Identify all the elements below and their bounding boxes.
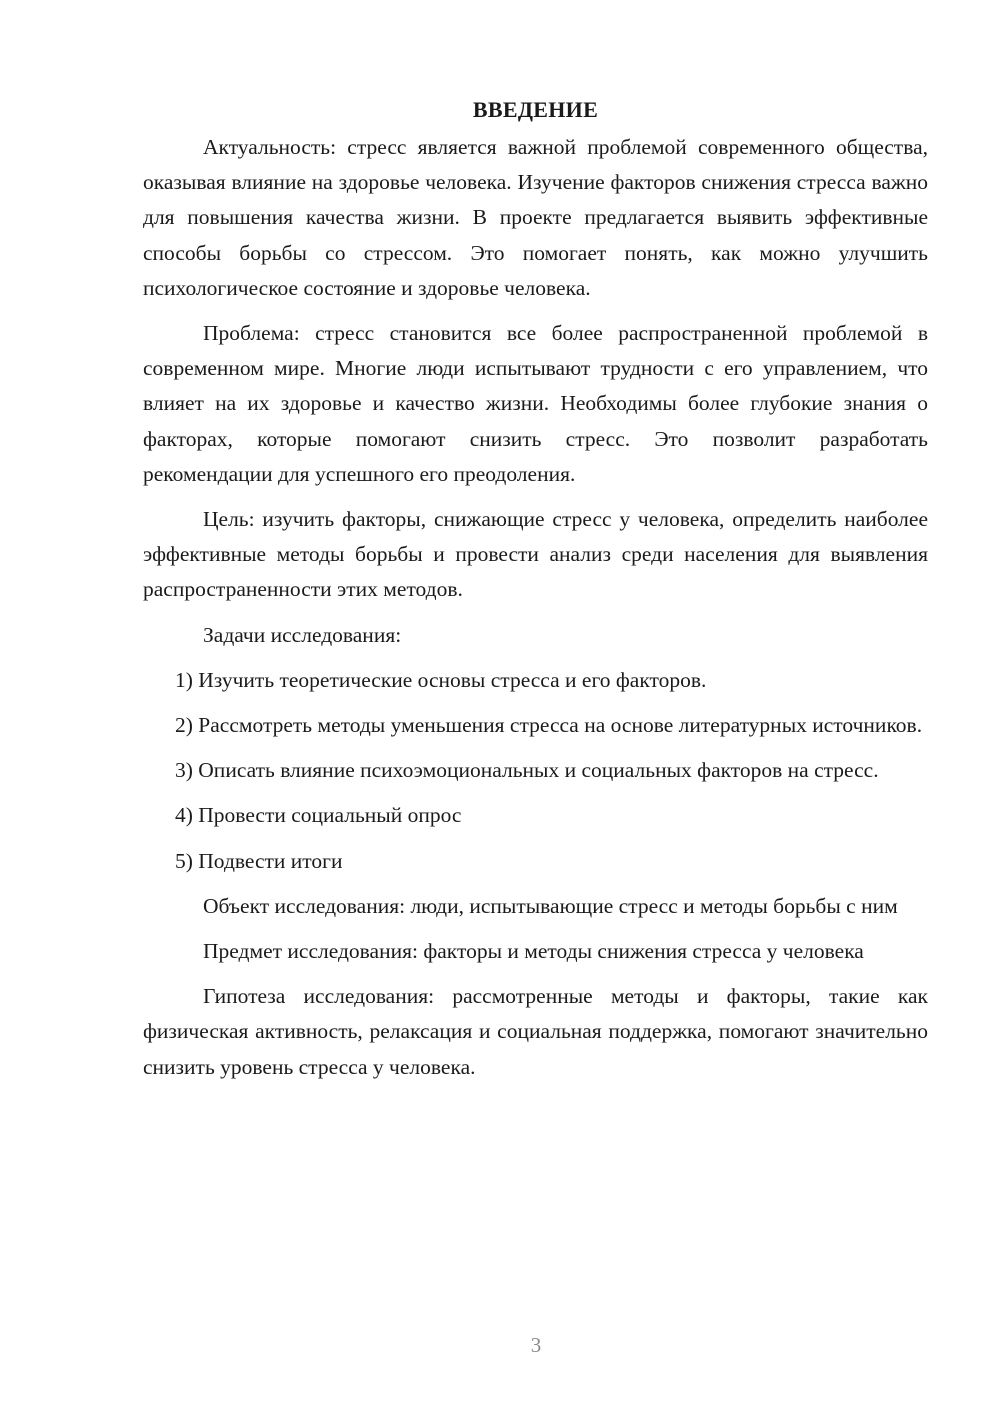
paragraph-goal: Цель: изучить факторы, снижающие стресс у человека, определить наиболее эффективные методы борьбы и провести анализ среди населения для выявления распространенности этих методов.	[143, 507, 928, 602]
paragraph-problem: Проблема: стресс становится все более распространенной проблемой в современном мире. Многие люди испытывают трудности с его управлением, что влияет на их здоровье и качество жизни. Необходимы более глубокие знания о факторах, которые помогают снизить стресс. Это позволит разработать рекомендации для успешного его преодоления.	[143, 321, 928, 486]
task-item: 5) Подвести итоги	[175, 848, 343, 873]
task-item: 4) Провести социальный опрос	[175, 803, 462, 828]
task-item: 2) Рассмотреть методы уменьшения стресса на основе литературных источников.	[175, 713, 923, 738]
paragraph-relevance: Актуальность: стресс является важной проблемой современного общества, оказывая влияние на здоровье человека. Изучение факторов снижения стресса важно для повышения качества жизни. В проекте предлагается выявить эффективные способы борьбы со стрессом. Это помогает понять, как можно улучшить психологическое состояние и здоровье человека.	[143, 135, 928, 300]
paragraph-tasks-heading: Задачи исследования:	[203, 622, 402, 647]
paragraph-subject: Предмет исследования: факторы и методы снижения стресса у человека	[203, 939, 864, 964]
task-item: 3) Описать влияние психоэмоциональных и социальных факторов на стресс.	[175, 758, 879, 783]
document-page	[143, 92, 928, 1095]
section-title: ВВЕДЕНИЕ	[472, 97, 599, 122]
paragraph-object: Объект исследования: люди, испытывающие стресс и методы борьбы с ним	[203, 893, 898, 918]
paragraph-hypothesis: Гипотеза исследования: рассмотренные методы и факторы, такие как физическая активность, релаксация и социальная поддержка, помогают значительно снизить уровень стресса у человека.	[143, 984, 928, 1079]
page-number: 3	[530, 1333, 542, 1357]
task-item: 1) Изучить теоретические основы стресса и его факторов.	[175, 667, 707, 692]
